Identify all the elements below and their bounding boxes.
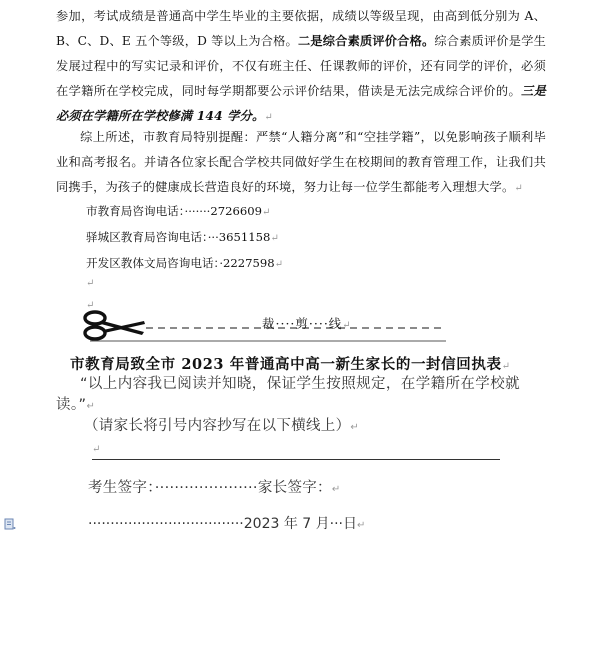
paragraph-conclusion xyxy=(56,125,546,201)
cut-line-label: 裁····剪····线↵ xyxy=(262,316,352,331)
contact-yicheng-district: 驿城区教育局咨询电话：···3651158↵ xyxy=(86,230,279,244)
heading-second-condition: 二是综合素质评价合格。 xyxy=(297,34,435,48)
empty-paragraph-mark: ↵ xyxy=(86,278,95,289)
empty-paragraph-mark: ↵ xyxy=(86,300,95,311)
heading-third-condition: 三是必须在学籍所在学校修满 144 学分。 xyxy=(56,84,546,123)
text-exam-grades: 参加，考试成绩是普通高中学生毕业的主要依据，成绩以等级呈现，由高到低分别为 A、B、C、D、E 五个等级，D 等以上为合格。 xyxy=(56,9,546,48)
receipt-instruction: （请家长将引号内容抄写在以下横线上）↵ xyxy=(84,418,360,434)
document-note-icon[interactable] xyxy=(4,518,16,530)
receipt-quote: “以上内容我已阅读并知晓，保证学生按照规定，在学籍所在学校就读。”↵ xyxy=(56,376,521,413)
contact-development-zone: 开发区教体文局咨询电话：·2227598↵ xyxy=(86,256,284,270)
contact-city-bureau: 市教育局咨询电话：·······2726609↵ xyxy=(86,204,271,218)
date-line: ···································2023 年 7 月···日↵ xyxy=(88,516,366,532)
receipt-title: 市教育局致全市 2023 年普通高中高一新生家长的一封信回执表↵ xyxy=(70,356,511,373)
contact-list xyxy=(86,199,283,277)
signature-line: 考生签字：·····················家长签字：↵ xyxy=(88,480,341,496)
empty-paragraph-mark: ↵ xyxy=(92,444,101,455)
paragraph-graduation-conditions xyxy=(56,4,546,130)
paragraph-mark: ↵ xyxy=(264,112,273,123)
text-comprehensive-evaluation: 综合素质评价是学生发展过程中的写实记录和评价，不仅有班主任、任课教师的评价，还有同学的评价，必须在学籍所在学校完成，同时每学期都要公示评价结果，借读是无法完成综合评价的。 xyxy=(56,34,546,98)
transcription-line[interactable] xyxy=(92,459,500,460)
paragraph-mark: ↵ xyxy=(514,183,523,194)
text-conclusion: 综上所述，市教育局特别提醒：严禁“人籍分离”和“空挂学籍”，以免影响孩子顺利毕业和高考报名。并请各位家长配合学校共同做好学生在校期间的教育管理工作，让我们共同携手，为孩子的健康成长营造良好的环境，努力让每一位学生都能考入理想大学。 xyxy=(56,130,546,194)
